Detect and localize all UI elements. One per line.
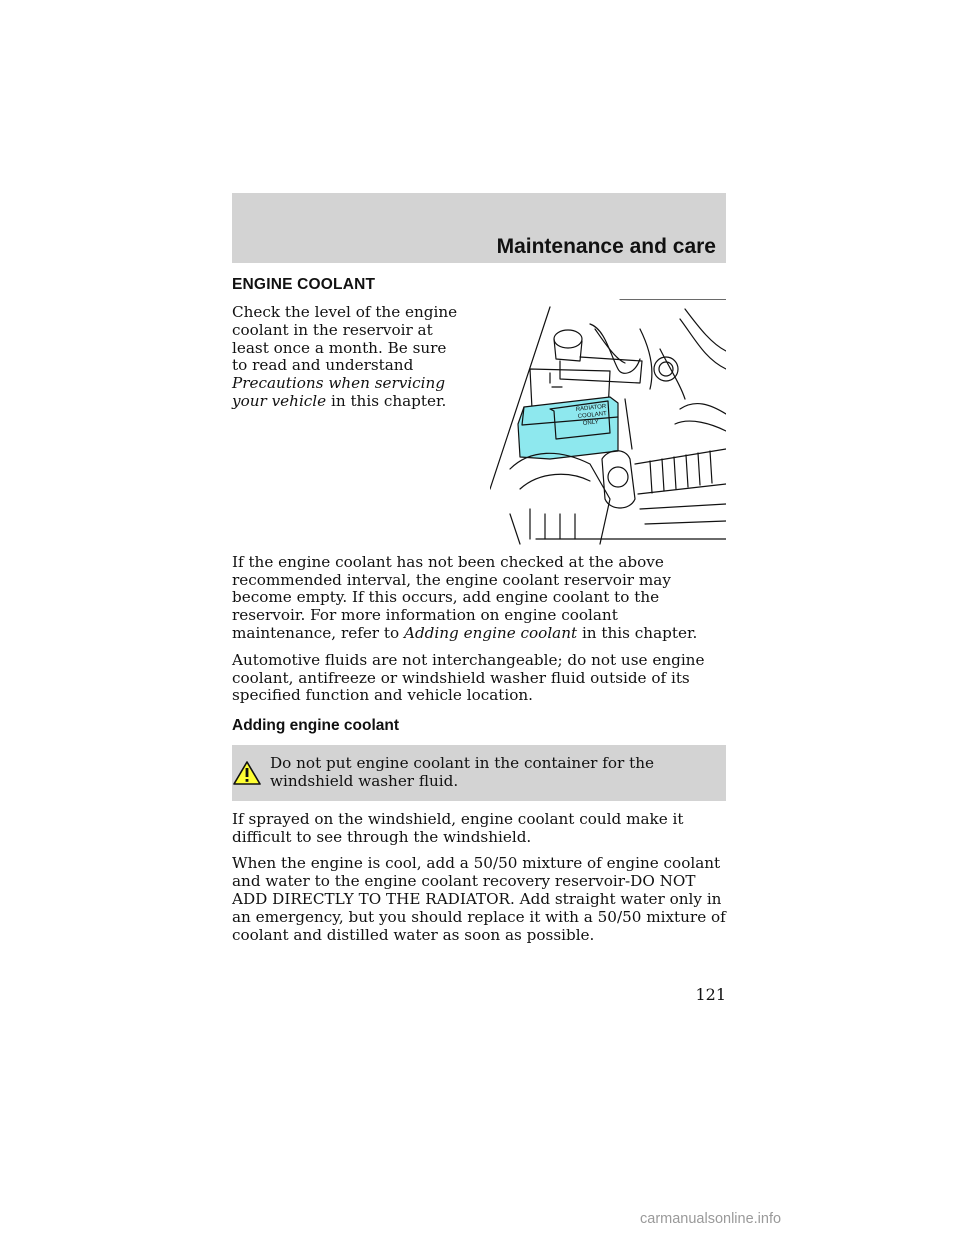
watermark: carmanualsonline.info [640, 1211, 782, 1227]
intro-tail: in this chapter. [326, 391, 447, 410]
engine-coolant-reservoir-illustration [490, 299, 726, 547]
interval-tail: in this chapter. [577, 623, 698, 642]
warning-triangle-icon [232, 755, 268, 790]
page-number: 121 [695, 985, 726, 1004]
intro-text: Check the level of the engine coolant in the reservoir at least once a month. Be sure to read and understand [232, 303, 458, 375]
page-title: Maintenance and care [496, 235, 716, 258]
coolant-reservoir-highlight [518, 397, 618, 459]
warning-box [232, 745, 726, 801]
warning-text: Do not put engine coolant in the container for the windshield washer fluid. [270, 754, 654, 790]
mixture-paragraph: When the engine is cool, add a 50/50 mixture of engine coolant and water to the engine coolant recovery reservoir-DO NOT ADD DIRECTLY TO THE RADIATOR. Add straight water only in an emergency, but you should replace it with a 50/50 mixture of coolant and distilled water as soon as possible. [232, 854, 726, 944]
sprayed-paragraph: If sprayed on the windshield, engine coolant could make it difficult to see through the windshield. [232, 809, 684, 846]
interval-text: If the engine coolant has not been checked at the above recommended interval, the engine coolant reservoir may become empty. If this occurs, add engine coolant to the reservoir. For more information on engine coolant maintenance, refer to [232, 552, 671, 642]
page-header [232, 193, 726, 263]
intro-reference: Precautions when servicing your vehicle [232, 374, 446, 410]
reservoir-label-line3: ONLY [582, 419, 600, 427]
reservoir-label-line2: COOLANT [577, 410, 608, 420]
reservoir-label-line1: RADIATOR [575, 403, 607, 413]
page-content [232, 276, 726, 953]
section-heading: ENGINE COOLANT [232, 276, 376, 293]
fluids-paragraph: Automotive fluids are not interchangeable; do not use engine coolant, antifreeze or windshield washer fluid outside of its specified function and vehicle location. [232, 650, 705, 705]
subsection-heading: Adding engine coolant [232, 717, 400, 735]
interval-reference: Adding engine coolant [403, 623, 578, 642]
intro-paragraph [232, 304, 460, 411]
interval-paragraph [232, 554, 726, 643]
